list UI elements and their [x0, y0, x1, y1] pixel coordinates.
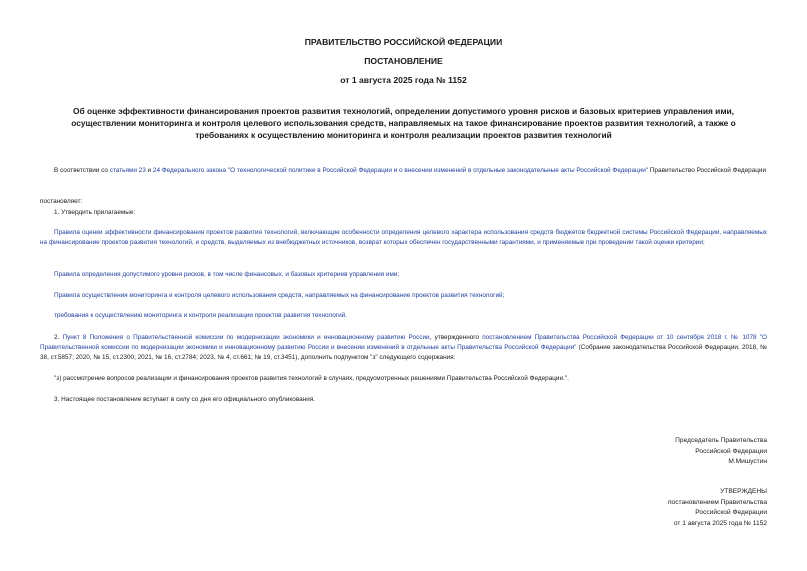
title-line-3: требованиях к осуществлению мониторинга и контроля реализации проектов развития технологий [195, 130, 612, 140]
title-line-1: Об оценке эффективности финансирования проектов развития технологий, определении допустимого уровня рисков и базовых критериев управления ими, [73, 106, 734, 116]
item-2-prefix: 2. [54, 334, 63, 341]
item-2-suffix: (Собрание законодательства Российской Федерации, 2018, № 38, ст.5857; 2020, № 15, ст.2300; 2021, № 16, ст.2784; 2023, № 4, ст.661; № 19, ст.3451), дополнить подпунктом "з" следующего содержания: [40, 344, 768, 361]
commission-regulation-link[interactable]: Пункт 8 Положения о Правительственной комиссии по модернизации экономики и инновационному развитию России [62, 334, 430, 341]
signature-position: Председатель Правительства [675, 437, 767, 444]
signature-block [675, 436, 767, 468]
rules-link-3[interactable]: Правила осуществления мониторинга и контроля целевого использования средств, направляемых на финансирование проектов развития технологий; [54, 292, 505, 299]
item-1: 1. Утвердить прилагаемые: [54, 209, 136, 216]
approved-label: УТВЕРЖДЕНЫ [720, 488, 767, 495]
item-3: 3. Настоящее постановление вступает в силу со дня его официального опубликования. [54, 396, 316, 403]
rules-link-2[interactable]: Правила определения допустимого уровня рисков, в том числе финансовых, и базовых критериев управления ими; [54, 271, 400, 278]
decides-text: постановляет: [40, 198, 83, 205]
title-line-2: осуществлении мониторинга и контроля целевого использования средств, направляемых на такое финансирование проектов развития технологий, а также о [71, 118, 736, 128]
approved-date: от 1 августа 2025 года № 1152 [673, 519, 767, 527]
federal-law-link[interactable]: 24 Федерального закона "О технологической политике в Российской Федерации и о внесении изменений в отдельные законодательные акты Российской Федерации" [152, 167, 649, 174]
document-date-number: от 1 августа 2025 года № 1152 [340, 75, 467, 85]
document-type: ПОСТАНОВЛЕНИЕ [364, 56, 443, 66]
approved-country: Российской Федерации [695, 509, 767, 516]
preamble [40, 166, 767, 176]
law-article-link[interactable]: статьями 23 [109, 167, 146, 174]
signature-country: Российской Федерации [695, 447, 767, 455]
approval-stamp [668, 487, 767, 529]
amendment-quote: "з) рассмотрение вопросов реализации и финансирования проектов развития технологий в случаях, предусмотренных решениями Правительства Российской Федерации.". [54, 375, 569, 382]
resolution-1078-link[interactable]: постановлением Правительства Российской Федерации от 10 сентября 2018 г. № 1078 "О Правительственной комиссии по модернизации экономики и инновационному развитию России и внесении изменений в отдельные акты Правительства Российской Федерации" [40, 334, 768, 351]
rules-link-4[interactable]: требования к осуществлению мониторинга и контроля реализации проектов развития технологий. [54, 312, 348, 319]
item-2-mid: , утвержденного [429, 334, 483, 341]
approved-by: постановлением Правительства [667, 498, 767, 506]
preamble-suffix: Правительство Российской Федерации [648, 167, 767, 174]
preamble-and: и [145, 167, 153, 174]
rules-link-1[interactable]: Правила оценки эффективности финансирования проектов развития технологий, включающие особенности определения целевого характера использования средств бюджетов бюджетной системы Российской Федерации, направляемых на финансирование проектов развития технологий, и средств, выделяемых из внебюджетных источников, возврат которых обеспечен государственными гарантиями, и применяемые при проведении такой оценки критерии; [40, 229, 767, 246]
document-title [40, 105, 767, 141]
signature-name: М.Мишустин [728, 458, 767, 465]
item-2 [40, 333, 767, 363]
preamble-prefix: В соответствии со [54, 167, 110, 174]
government-heading: ПРАВИТЕЛЬСТВО РОССИЙСКОЙ ФЕДЕРАЦИИ [304, 37, 503, 47]
